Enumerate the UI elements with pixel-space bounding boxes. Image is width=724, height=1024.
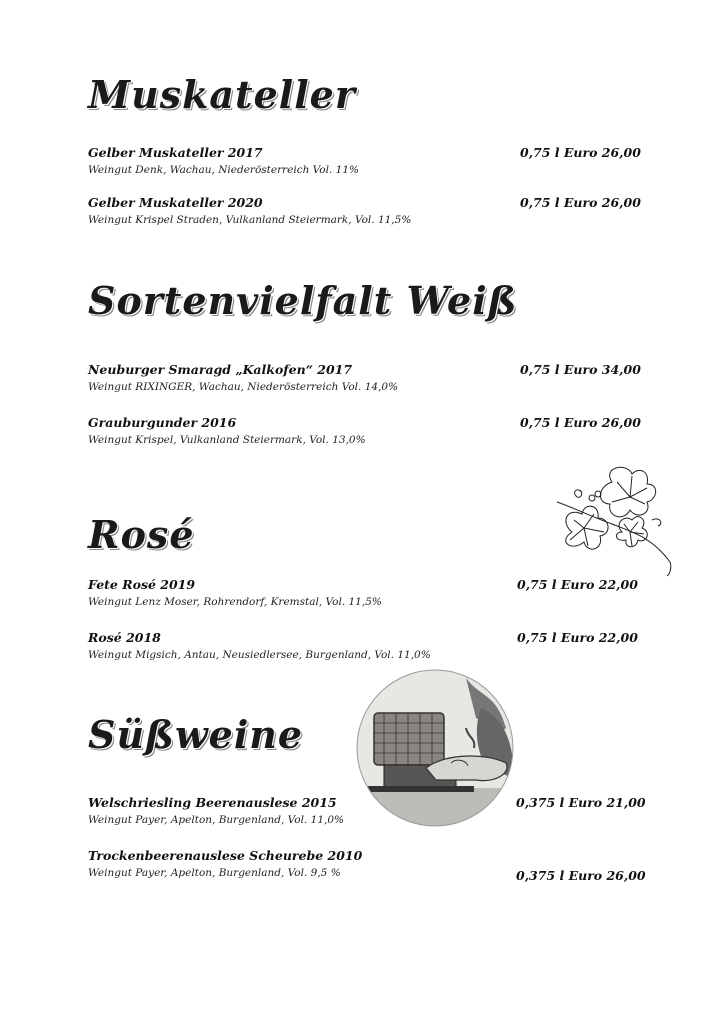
wine-name: Rosé 2018 [88,630,161,645]
wine-price: 0,75 l Euro 34,00 [520,362,641,377]
wine-detail: Weingut Lenz Moser, Rohrendorf, Kremstal, Vol. 11,5% [88,596,382,608]
grape-leaf-icon [552,462,676,577]
wine-name: Trockenbeerenauslese Scheurebe 2010 [88,848,363,863]
wine-name: Neuburger Smaragd „Kalkofen“ 2017 [88,362,353,377]
wine-price: 0,375 l Euro 21,00 [516,795,646,810]
wine-detail: Weingut RIXINGER, Wachau, Niederösterreich Vol. 14,0% [88,381,399,393]
wine-name: Gelber Muskateller 2020 [88,195,263,210]
wine-item [88,362,648,393]
wine-price: 0,75 l Euro 26,00 [520,195,641,210]
wine-detail: Weingut Denk, Wachau, Niederösterreich Vol. 11% [88,164,359,176]
section-title-muskateller: Muskateller [88,72,356,117]
wine-detail: Weingut Krispel Straden, Vulkanland Steiermark, Vol. 11,5% [88,214,412,226]
wine-item [88,195,648,226]
wine-detail: Weingut Payer, Apelton, Burgenland, Vol. 9,5 % [88,867,341,879]
wine-detail: Weingut Krispel, Vulkanland Steiermark, Vol. 13,0% [88,434,366,446]
wine-item [88,415,648,446]
wine-item [88,795,648,826]
wine-item [88,630,648,661]
wine-price: 0,75 l Euro 22,00 [517,630,638,645]
wine-name: Fete Rosé 2019 [88,577,196,592]
section-title-suessweine: Süßweine [88,712,304,757]
wine-detail: Weingut Migsich, Antau, Neusiedlersee, Burgenland, Vol. 11,0% [88,649,431,661]
wine-name: Welschriesling Beerenauslese 2015 [88,795,337,810]
wine-item [88,577,648,608]
wine-price: 0,75 l Euro 22,00 [517,577,638,592]
wine-detail: Weingut Payer, Apelton, Burgenland, Vol. 11,0% [88,814,345,826]
wine-item [88,145,648,176]
wine-item [88,848,648,883]
section-title-rose: Rosé [88,512,195,557]
wine-price: 0,75 l Euro 26,00 [520,145,641,160]
wine-name: Grauburgunder 2016 [88,415,237,430]
wine-price: 0,75 l Euro 26,00 [520,415,641,430]
wine-price: 0,375 l Euro 26,00 [516,868,646,883]
wine-name: Gelber Muskateller 2017 [88,145,263,160]
section-title-sortenvielfalt-weiss: Sortenvielfalt Weiß [88,278,518,323]
